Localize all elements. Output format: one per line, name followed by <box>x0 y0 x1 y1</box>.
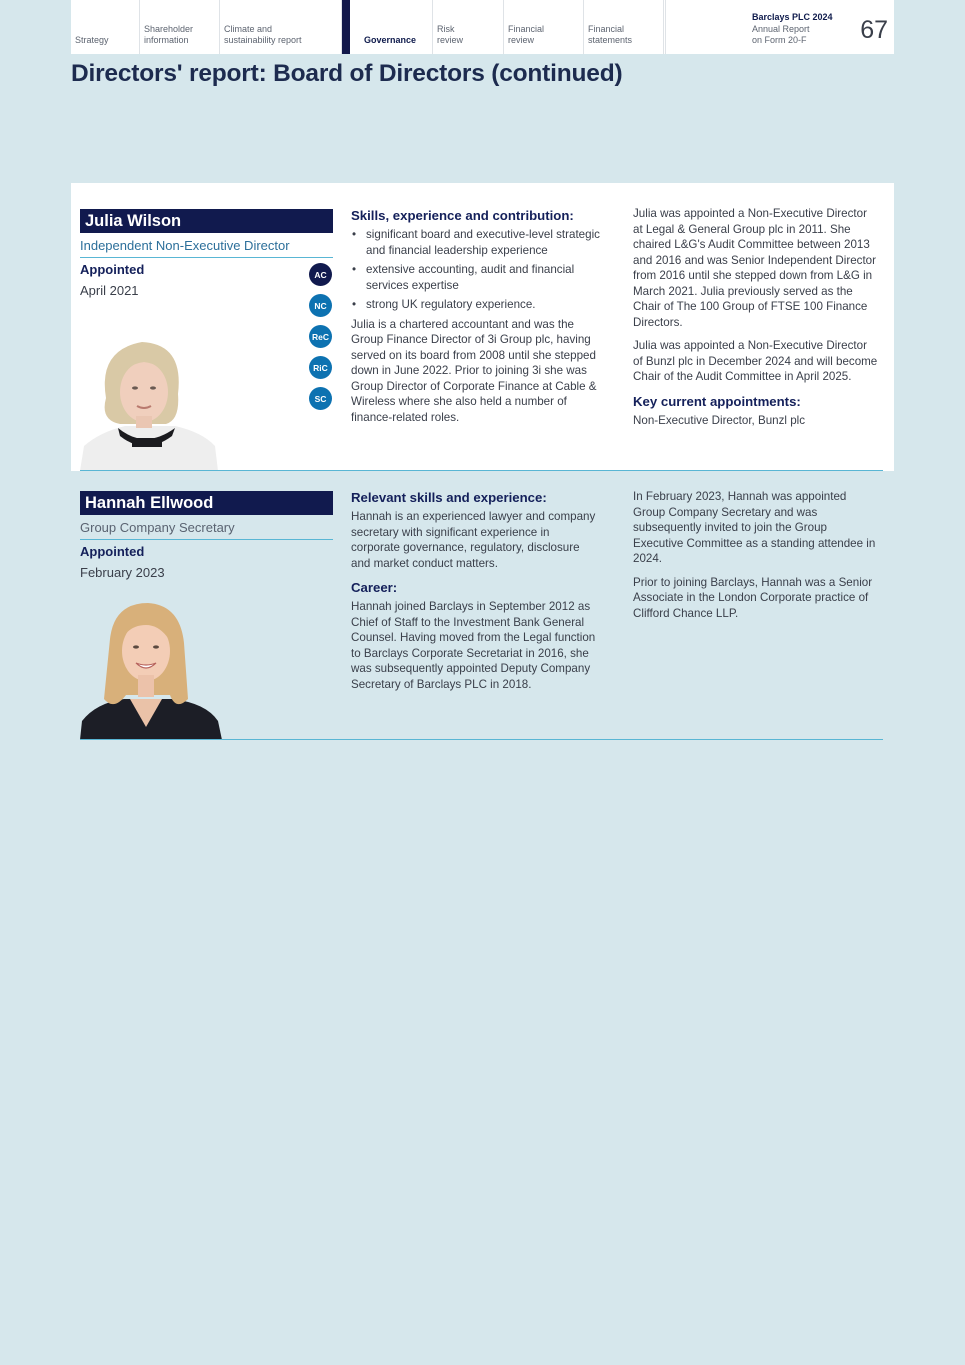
director-name: Hannah Ellwood <box>80 491 333 515</box>
tab-label: Strategy <box>75 35 109 45</box>
skills-item: • significant board and executive-level strategic and financial leadership experience <box>351 227 601 258</box>
tab-strategy[interactable] <box>71 0 140 54</box>
tab-climate-sustainability[interactable] <box>220 0 342 54</box>
tab-label: Governance <box>364 35 417 45</box>
committee-badge-ric: RiC <box>309 356 332 379</box>
skills-column <box>351 489 601 700</box>
bio-paragraph: Prior to joining Barclays, Hannah was a Senior Associate in the London Corporate practice of Clifford Chance LLP. <box>633 575 873 620</box>
report-identity <box>752 12 833 47</box>
career-heading: Career: <box>351 580 398 595</box>
appointed-date: April 2021 <box>80 283 139 298</box>
bio-paragraph: Julia was appointed a Non-Executive Director at Legal & General Group plc in 2011. She chaired L&G's Audit Committee between 2013 and 2016 and was Senior Independent Director from 2016 until she stepped down from L&G in March 2021. Julia previously served as the Chair of The 100 Group of FTSE 100 Finance Directors. <box>633 207 876 329</box>
director-name: Julia Wilson <box>80 209 333 233</box>
tab-shareholder-information[interactable] <box>140 0 220 54</box>
committee-badge-nc: NC <box>309 294 332 317</box>
committee-badge-rec: ReC <box>309 325 332 348</box>
director-profile-hannah-ellwood <box>71 471 894 741</box>
skills-column <box>351 207 601 433</box>
page-title: Directors' report: Board of Directors (continued) <box>71 60 623 87</box>
tab-label: Climate and sustainability report <box>224 24 302 45</box>
skills-text: Hannah is an experienced lawyer and company secretary with significant experience in corporate governance, regulatory, disclosure and market conduct matters. <box>351 510 596 570</box>
bio-paragraph: Julia was appointed a Non-Executive Director of Bunzl plc in December 2024 and will become Chair of the Audit Committee in April 2025. <box>633 339 878 383</box>
skills-heading: Skills, experience and contribution: <box>351 208 574 223</box>
section-nav <box>71 0 894 54</box>
bio-column <box>633 489 878 629</box>
committee-badge-sc: SC <box>309 387 332 410</box>
bio-column <box>633 206 878 428</box>
tab-financial-statements[interactable] <box>584 0 666 54</box>
portrait-image-icon <box>80 328 220 471</box>
report-subtitle-2: on Form 20-F <box>752 35 807 45</box>
appointments-text: Non-Executive Director, Bunzl plc <box>633 413 806 427</box>
report-brand <box>663 0 894 54</box>
director-portrait <box>80 599 222 740</box>
tab-label: Risk review <box>437 24 464 45</box>
skills-list <box>351 227 601 313</box>
appointments-heading: Key current appointments: <box>633 393 801 409</box>
skills-heading: Relevant skills and experience: <box>351 490 547 505</box>
bio-paragraph: Julia is a chartered accountant and was the Group Finance Director of 3i Group plc, having served on its board from 2008 until she stepped down in June 2022. Prior to joining 3i she was Group Director of Corporate Finance at Cable & Wireless where she also held a number of finance-related roles. <box>351 317 597 424</box>
director-role: Group Company Secretary <box>80 520 333 540</box>
tab-label: Shareholder information <box>144 24 194 45</box>
bio-paragraph: In February 2023, Hannah was appointed Group Company Secretary and was subsequently invited to join the Group Executive Committee as a standing attendee in 2024. <box>633 490 876 565</box>
section-divider <box>80 739 883 740</box>
director-portrait <box>80 328 220 471</box>
career-text: Hannah joined Barclays in September 2012 as Chief of Staff to the Investment Bank General Counsel. Having moved from the Legal function to Barclays Corporate Secretariat in 2016, she was subsequently appointed Deputy Company Secretary of Barclays PLC in 2018. <box>351 600 596 691</box>
director-role: Independent Non-Executive Director <box>80 238 333 258</box>
tab-governance[interactable] <box>342 0 433 54</box>
tab-financial-review[interactable] <box>504 0 584 54</box>
appointed-date: February 2023 <box>80 565 165 580</box>
tab-risk-review[interactable] <box>433 0 504 54</box>
committee-badge-ac: AC <box>309 263 332 286</box>
appointed-label: Appointed <box>80 544 145 559</box>
director-profile-julia-wilson <box>71 183 894 471</box>
report-subtitle-1: Annual Report <box>752 23 810 34</box>
report-title: Barclays PLC 2024 <box>752 12 833 22</box>
portrait-image-icon <box>80 599 222 740</box>
skills-item: • strong UK regulatory experience. <box>351 297 601 313</box>
tab-label: Financial review <box>508 24 545 45</box>
skills-item: • extensive accounting, audit and financial services expertise <box>351 262 601 293</box>
appointed-label: Appointed <box>80 262 145 277</box>
committee-badges <box>309 263 332 410</box>
page-number: 67 <box>860 16 888 44</box>
tab-label: Financial statements <box>588 24 633 45</box>
